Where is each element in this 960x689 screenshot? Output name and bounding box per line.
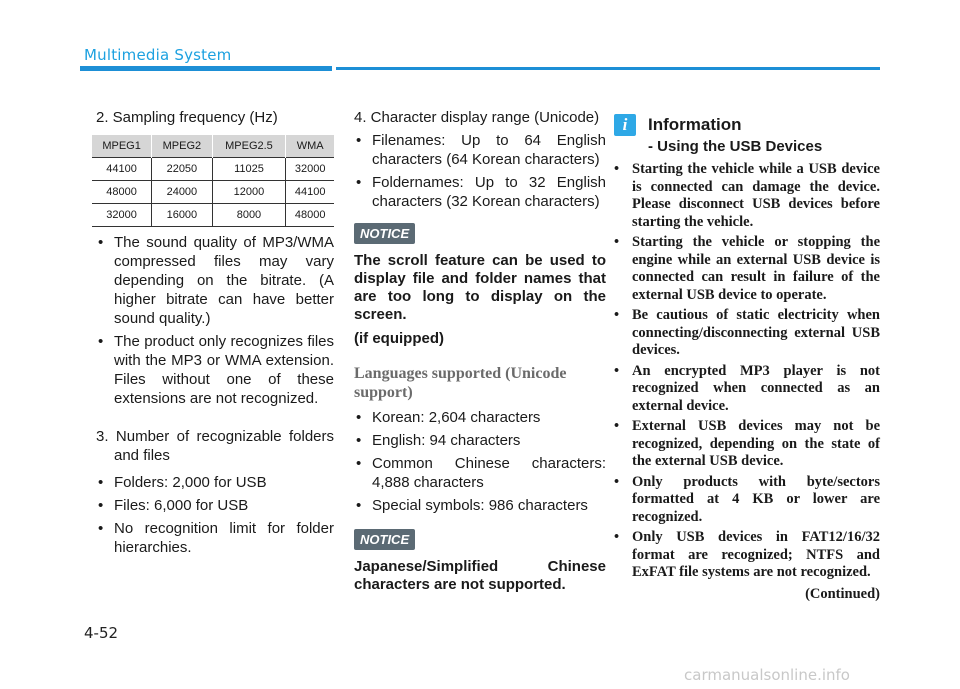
list-item: • External USB devices may not be recognized, depending on the state of the external USB device. xyxy=(614,418,880,469)
list-item: • The sound quality of MP3/WMA compressed files may vary depending on the bitrate. (A higher bitrate can have better sound quality.) xyxy=(98,234,334,327)
list-item: • An encrypted MP3 player is not recognized when connected as an external device. xyxy=(614,362,880,414)
list-item: • Only products with byte/sectors formatted at 4 KB or lower are recognized. xyxy=(614,473,880,525)
list-item: • No recognition limit for folder hierarchies. xyxy=(98,520,334,556)
table-cell: 11025 xyxy=(212,158,286,181)
notice-badge: NOTICE xyxy=(354,529,415,550)
list-item: • Starting the vehicle while a USB device is connected can damage the device. Please disconnect USB devices before starting the vehicle. xyxy=(614,161,880,230)
notice-badge: NOTICE xyxy=(354,223,415,244)
table-cell: 12000 xyxy=(212,181,286,204)
table-row xyxy=(92,181,334,204)
watermark: carmanualsonline.info xyxy=(684,666,850,684)
list-item: • Files: 6,000 for USB xyxy=(98,497,249,514)
table-cell: 44100 xyxy=(286,181,334,204)
char-heading: 4. Character display range (Unicode) xyxy=(354,109,600,126)
list-item: • Common Chinese characters: 4,888 characters xyxy=(356,455,606,491)
list-item: • Only USB devices in FAT12/16/32 format are recognized; NTFS and ExFAT file systems are not recognized. xyxy=(614,529,880,580)
notice-text: Japanese/Simplified Chinese characters are not supported. xyxy=(354,558,606,593)
number-heading: 3. Number of recognizable folders and files xyxy=(96,428,334,464)
languages-heading: Languages supported (Unicode support) xyxy=(354,365,567,401)
middle-column xyxy=(354,108,606,594)
info-title: Information xyxy=(648,115,742,134)
header-rule-thin xyxy=(336,67,880,70)
table-cell: 8000 xyxy=(212,204,286,227)
if-equipped-label: (if equipped) xyxy=(354,330,444,347)
table-cell: 44100 xyxy=(92,158,152,181)
info-header xyxy=(614,114,880,136)
table-header: MPEG2 xyxy=(152,135,212,158)
sampling-table xyxy=(92,135,334,227)
table-cell: 16000 xyxy=(152,204,212,227)
list-item: • Foldernames: Up to 32 English characters (32 Korean characters) xyxy=(356,174,606,210)
list-item: • The product only recognizes files with the MP3 or WMA extension. Files without one of these extensions are not recognized. xyxy=(98,333,334,407)
table-cell: 48000 xyxy=(92,181,152,204)
list-item: • Be cautious of static electricity when connecting/disconnecting external USB devices. xyxy=(614,307,880,358)
table-row xyxy=(92,204,334,227)
table-header: MPEG1 xyxy=(92,135,152,158)
list-item: • Korean: 2,604 characters xyxy=(356,409,541,426)
info-subtitle: - Using the USB Devices xyxy=(648,138,823,155)
continued-label: (Continued) xyxy=(805,585,880,602)
header-rule-thick xyxy=(80,66,332,71)
list-item: • English: 94 characters xyxy=(356,432,521,449)
table-cell: 24000 xyxy=(152,181,212,204)
table-cell: 22050 xyxy=(152,158,212,181)
info-icon: i xyxy=(614,114,636,136)
table-header: MPEG2.5 xyxy=(212,135,286,158)
page-number: 4-52 xyxy=(84,624,119,642)
table-cell: 32000 xyxy=(286,158,334,181)
notice-text: The scroll feature can be used to display file and folder names that are too long to display on the screen. xyxy=(354,252,606,323)
right-column xyxy=(614,114,880,603)
table-row xyxy=(92,158,334,181)
table-header: WMA xyxy=(286,135,334,158)
table-cell: 48000 xyxy=(286,204,334,227)
list-item: • Special symbols: 986 characters xyxy=(356,497,588,514)
list-item: • Starting the vehicle or stopping the engine while an external USB device is connected can result in failure of the external USB device to operate. xyxy=(614,234,880,303)
left-column xyxy=(96,108,334,561)
table-cell: 32000 xyxy=(92,204,152,227)
list-item: • Folders: 2,000 for USB xyxy=(98,474,267,491)
sampling-heading: 2. Sampling frequency (Hz) xyxy=(96,109,278,126)
section-title: Multimedia System xyxy=(84,46,232,64)
list-item: • Filenames: Up to 64 English characters (64 Korean characters) xyxy=(356,132,606,168)
